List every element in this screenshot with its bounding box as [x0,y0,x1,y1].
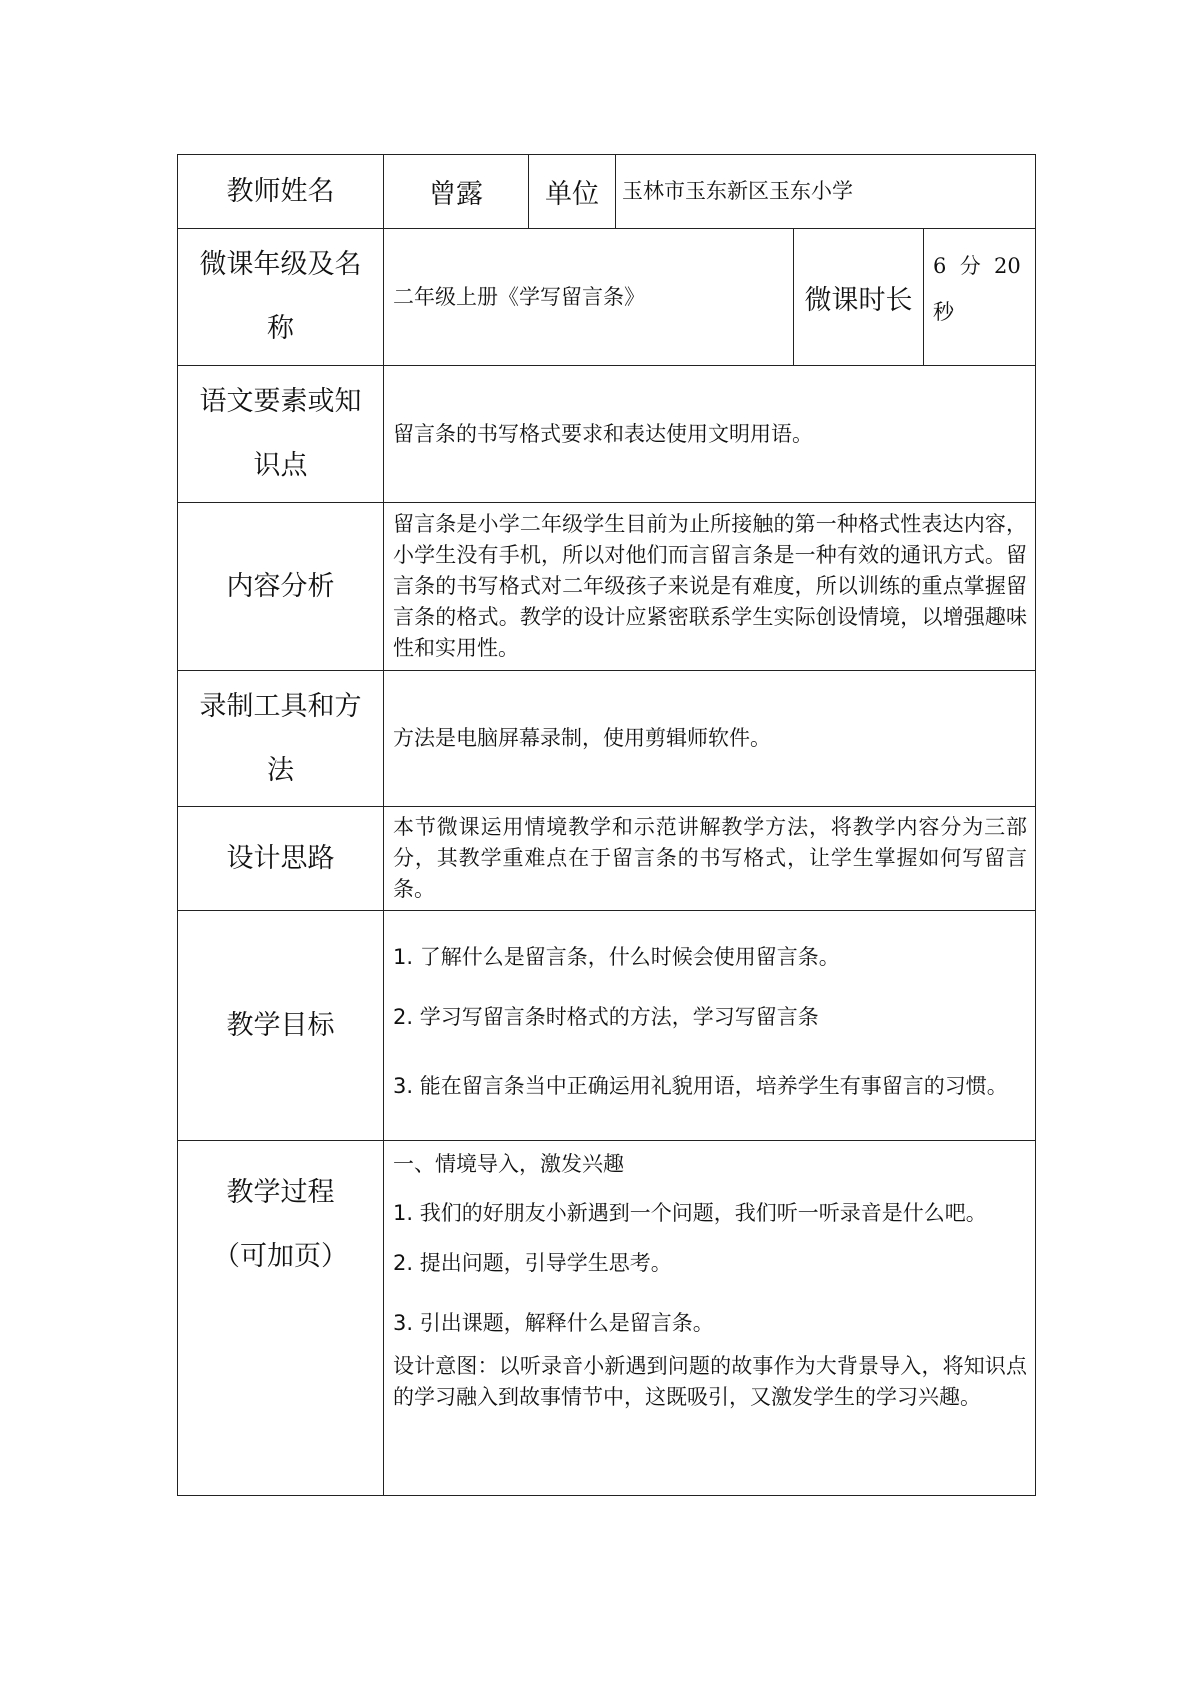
goal-item: 2. 学习写留言条时格式的方法，学习写留言条 [393,1004,819,1029]
analysis-label: 内容分析 [178,503,384,671]
goals-row [178,911,1036,1141]
process-value [384,1141,1036,1496]
design-label: 设计思路 [178,807,384,911]
duration-line1: 6 分 20 [933,254,1021,278]
goals-value [384,911,1036,1141]
design-value: 本节微课运用情境教学和示范讲解教学方法，将教学内容分为三部分，其教学重难点在于留言条的书写格式，让学生掌握如何写留言条。 [384,807,1036,911]
process-label: 教学过程 （可加页） [178,1141,384,1496]
teacher-name-label: 教师姓名 [178,155,384,229]
course-row [178,229,1036,366]
goals-label: 教学目标 [178,911,384,1141]
lesson-plan-page [177,154,1035,1496]
teacher-row [178,155,1036,229]
unit-value: 玉林市玉东新区玉东小学 [616,155,1036,229]
course-name-label: 微课年级及名 称 [178,229,384,366]
teacher-name-value: 曾露 [384,155,529,229]
element-label: 语文要素或知 识点 [178,366,384,503]
unit-label: 单位 [529,155,616,229]
tool-row [178,671,1036,807]
process-row [178,1141,1036,1496]
element-value: 留言条的书写格式要求和表达使用文明用语。 [384,366,1036,503]
element-row [178,366,1036,503]
process-step: 2. 提出问题，引导学生思考。 [393,1251,672,1275]
duration-label: 微课时长 [794,229,924,366]
process-heading: 一、情境导入，激发兴趣 [393,1152,624,1176]
process-step: 1. 我们的好朋友小新遇到一个问题，我们听一听录音是什么吧。 [393,1201,987,1225]
goal-item: 3. 能在留言条当中正确运用礼貌用语，培养学生有事留言的习惯。 [393,1073,1008,1098]
tool-label: 录制工具和方 法 [178,671,384,807]
duration-value [924,229,1036,366]
lesson-plan-table [177,154,1036,1496]
process-step: 3. 引出课题，解释什么是留言条。 [393,1311,714,1335]
analysis-value: 留言条是小学二年级学生目前为止所接触的第一种格式性表达内容，小学生没有手机，所以对他们而言留言条是一种有效的通讯方式。留言条的书写格式对二年级孩子来说是有难度，所以训练的重点掌握留言条的格式。教学的设计应紧密联系学生实际创设情境，以增强趣味性和实用性。 [384,503,1036,671]
course-name-value: 二年级上册《学写留言条》 [384,229,794,366]
tool-value: 方法是电脑屏幕录制，使用剪辑师软件。 [384,671,1036,807]
design-row [178,807,1036,911]
analysis-row [178,503,1036,671]
duration-line2: 秒 [933,300,954,324]
process-intent: 设计意图：以听录音小新遇到问题的故事作为大背景导入，将知识点的学习融入到故事情节中，这既吸引，又激发学生的学习兴趣。 [393,1354,1027,1409]
goal-item: 1. 了解什么是留言条，什么时候会使用留言条。 [393,944,840,969]
